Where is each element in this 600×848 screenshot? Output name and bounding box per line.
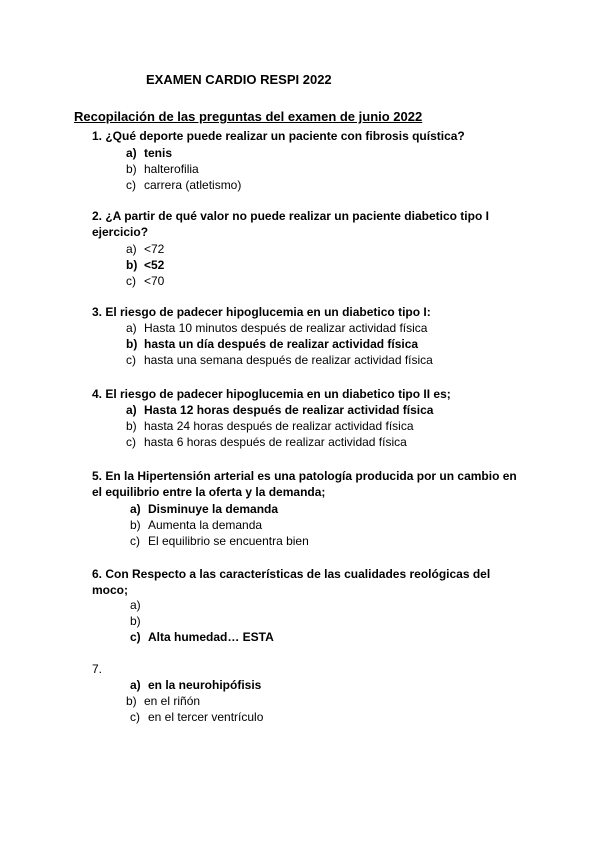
question-1-option-c: c) carrera (atletismo) [126, 178, 242, 192]
question-6-line-2: moco; [92, 583, 128, 597]
document-title: EXAMEN CARDIO RESPI 2022 [146, 72, 332, 87]
question-4-option-a: a) Hasta 12 horas después de realizar actividad física [126, 403, 434, 417]
question-7: 7. [92, 662, 103, 676]
question-6-option-b: b) [130, 614, 141, 628]
question-5-option-a: a) Disminuye la demanda [130, 502, 279, 516]
question-4-option-c: c) hasta 6 horas después de realizar actividad física [126, 435, 407, 449]
question-3-option-c: c) hasta una semana después de realizar actividad física [126, 353, 433, 367]
question-1-option-a: a) tenis [126, 146, 173, 160]
question-7-option-c: c) en el tercer ventrículo [130, 710, 264, 724]
question-4: 4. El riesgo de padecer hipoglucemia en un diabetico tipo II es; [92, 387, 451, 401]
question-1: 1. ¿Qué deporte puede realizar un paciente con fibrosis quística? [92, 129, 465, 143]
document-subtitle: Recopilación de las preguntas del examen de junio 2022 [74, 109, 423, 124]
question-2-line-1: 2. ¿A partir de qué valor no puede realizar un paciente diabetico tipo I [92, 209, 489, 223]
question-1-option-b: b) halterofilia [126, 162, 199, 176]
question-3: 3. El riesgo de padecer hipoglucemia en un diabetico tipo I: [92, 305, 431, 319]
question-3-option-a: a) Hasta 10 minutos después de realizar actividad física [126, 321, 428, 335]
question-2-option-c: c) <70 [126, 274, 165, 288]
question-5-line-1: 5. En la Hipertensión arterial es una patología producida por un cambio en [92, 469, 517, 483]
question-4-option-b: b) hasta 24 horas después de realizar actividad física [126, 419, 414, 433]
question-5-option-b: b) Aumenta la demanda [130, 518, 263, 532]
question-2-option-b: b) <52 [126, 258, 165, 272]
question-3-option-b: b) hasta un día después de realizar actividad física [126, 337, 419, 351]
question-7-option-a: a) en la neurohipófisis [130, 678, 262, 692]
question-5-line-2: el equilibrio entre la oferta y la demanda; [92, 485, 326, 499]
question-5-option-c: c) El equilibrio se encuentra bien [130, 534, 309, 548]
question-2-option-a: a) <72 [126, 242, 165, 256]
question-7-option-b: b) en el riñón [126, 694, 201, 708]
question-6-line-1: 6. Con Respecto a las características de las cualidades reológicas del [92, 567, 491, 581]
question-2-line-2: ejercicio? [92, 225, 149, 239]
question-6-option-a: a) [130, 598, 141, 612]
question-6-option-c: c) Alta humedad… ESTA [130, 630, 274, 644]
